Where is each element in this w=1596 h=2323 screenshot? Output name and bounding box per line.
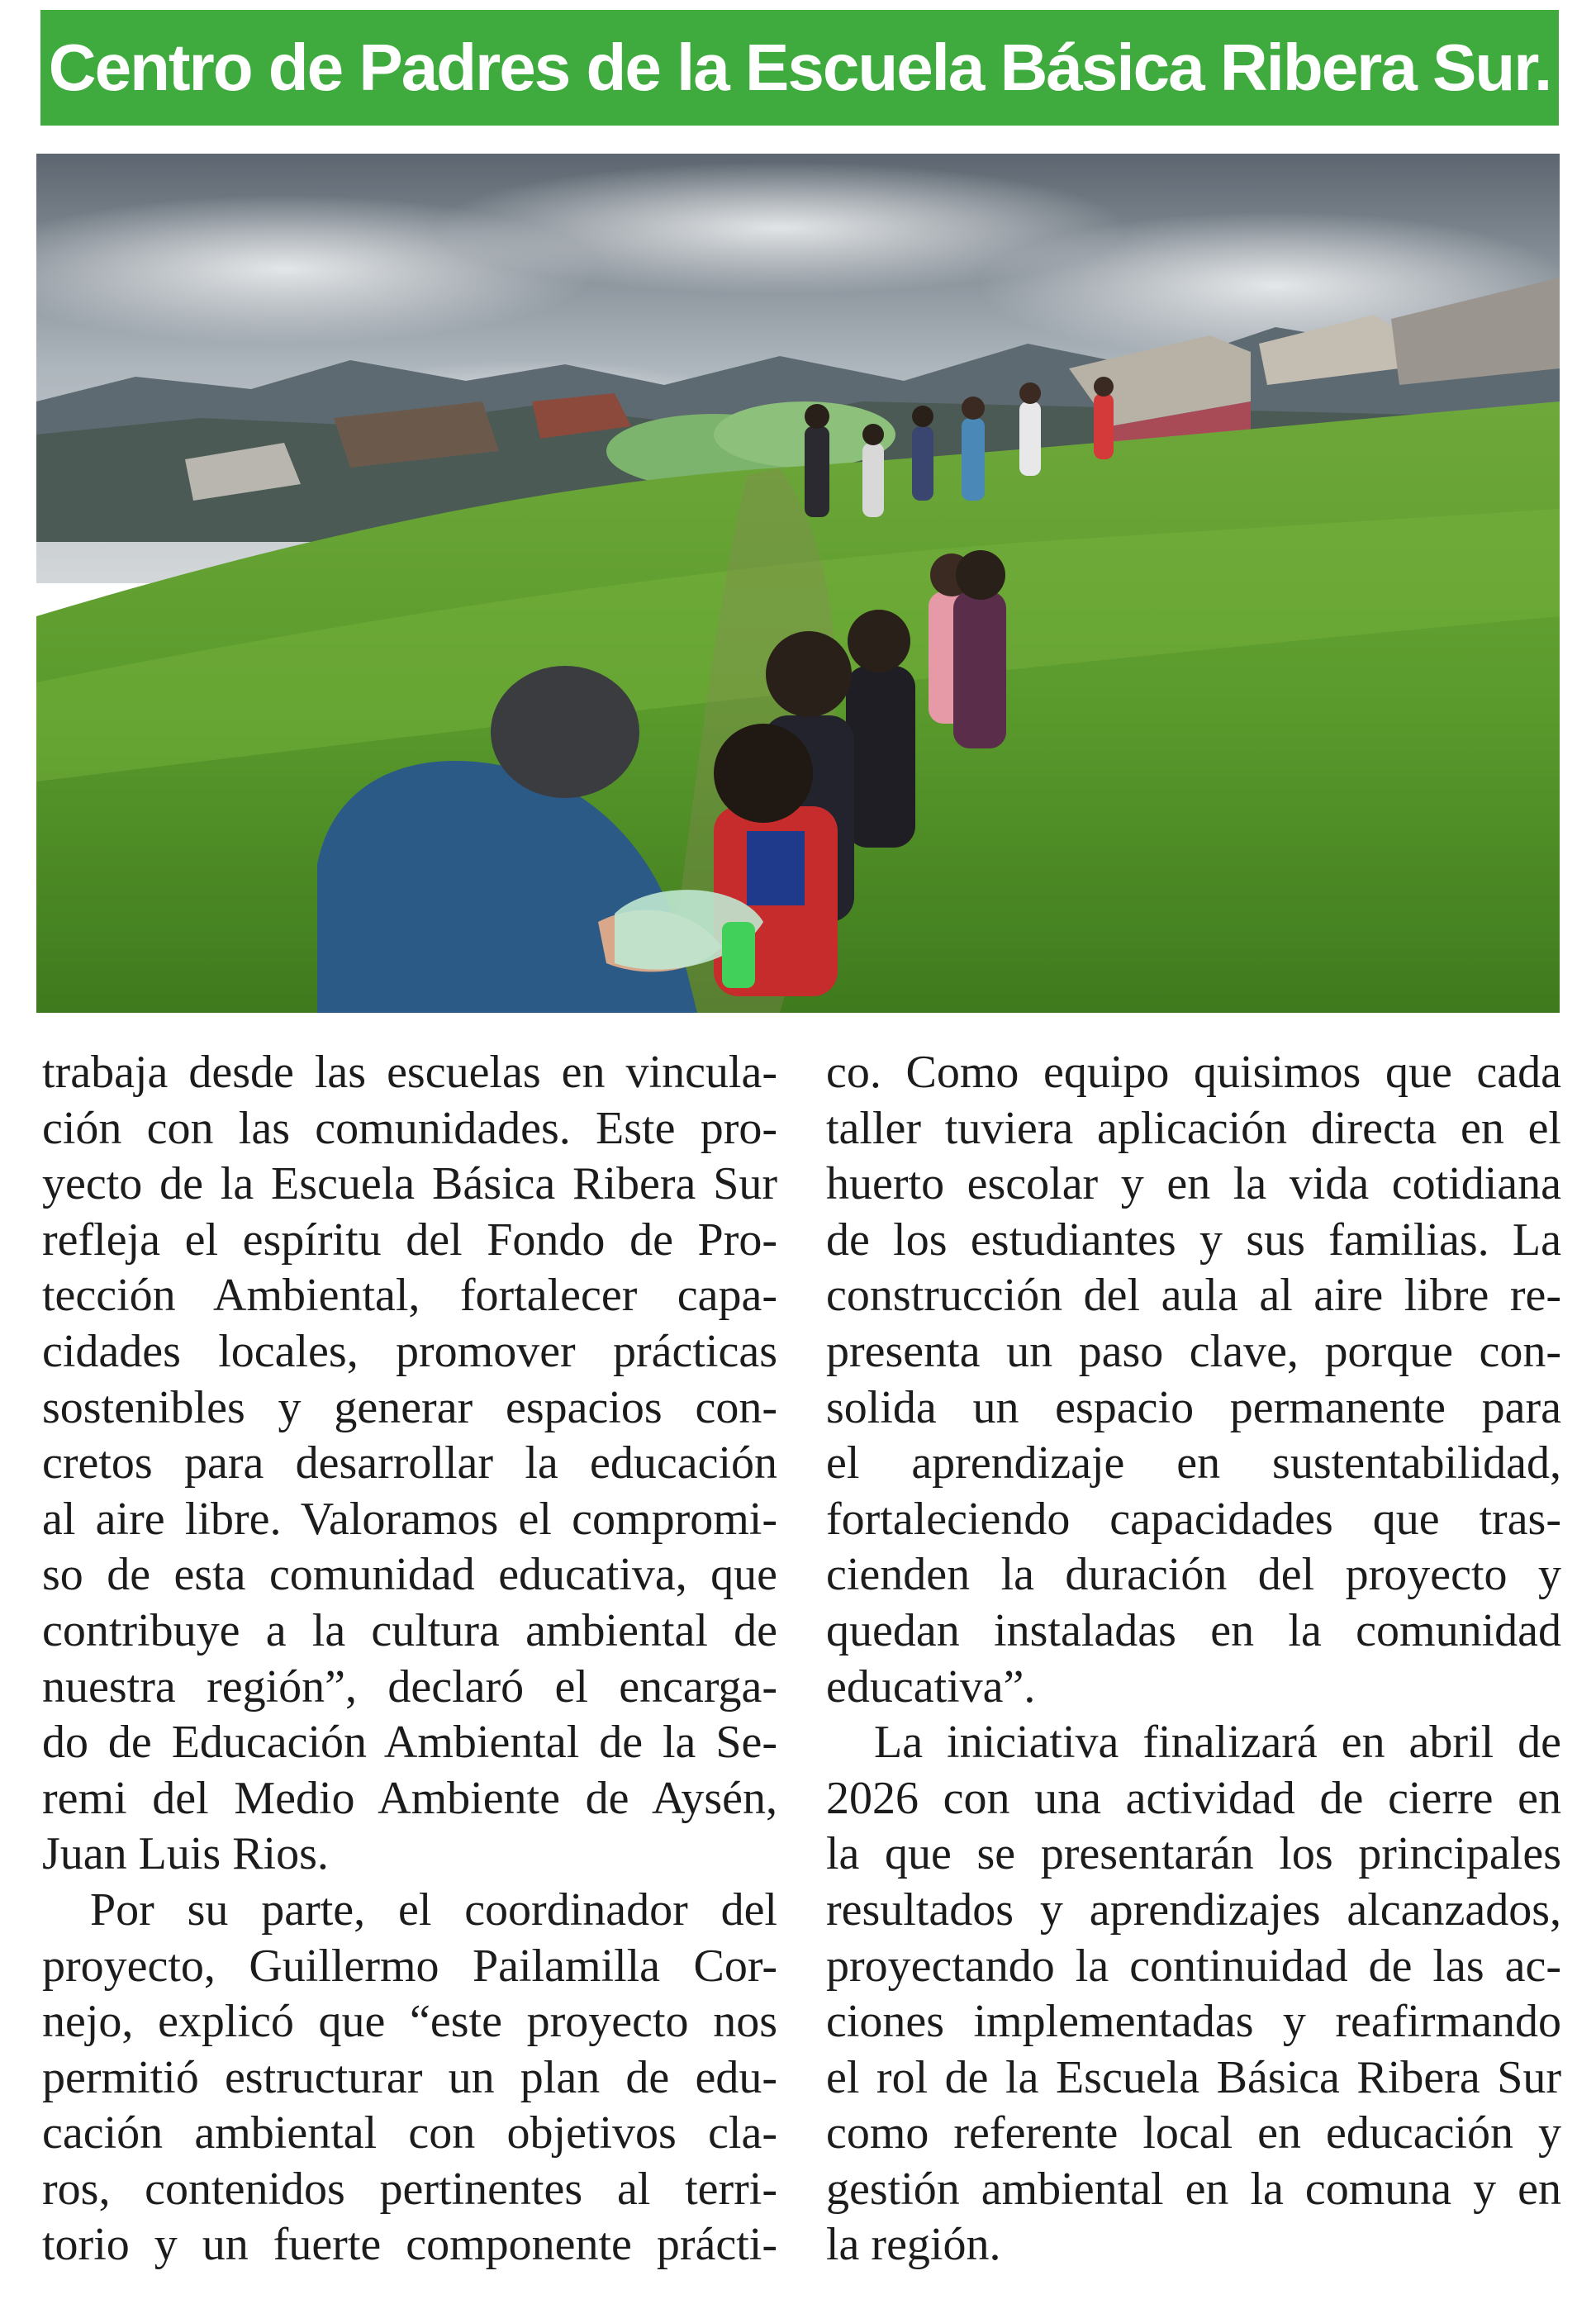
body-line: do de Educación Ambiental de la Se- xyxy=(42,1717,777,1769)
body-line: cienden la duración del proyecto y xyxy=(826,1549,1561,1601)
body-line: ciones implementadas y reafirmando xyxy=(826,1996,1561,2048)
body-line: el rol de la Escuela Básica Ribera Sur xyxy=(826,2051,1561,2103)
photo-outdoor-children-garden-icon xyxy=(36,154,1560,1013)
body-line: proyecto, Guillermo Pailamilla Cor- xyxy=(42,1940,777,1992)
body-line: el aprendizaje en sustentabilidad, xyxy=(826,1437,1561,1489)
body-line: permitió estructurar un plan de edu- xyxy=(42,2051,777,2103)
body-line: presenta un paso clave, porque con- xyxy=(826,1325,1561,1377)
body-line: quedan instaladas en la comunidad xyxy=(826,1604,1561,1656)
body-line: al aire libre. Valoramos el compromi- xyxy=(42,1493,777,1545)
body-line: educativa”. xyxy=(826,1660,1036,1713)
body-line: so de esta comunidad educativa, que xyxy=(42,1549,777,1601)
body-line: proyectando la continuidad de las ac- xyxy=(826,1940,1561,1992)
body-line: fortaleciendo capacidades que tras- xyxy=(826,1493,1561,1545)
body-line: co. Como equipo quisimos que cada xyxy=(826,1047,1561,1098)
body-line: nejo, explicó que “este proyecto nos xyxy=(42,1996,777,2048)
headline-banner xyxy=(40,10,1559,126)
body-line: gestión ambiental en la comuna y en xyxy=(826,2163,1561,2215)
body-line: cación ambiental con objetivos cla- xyxy=(42,2107,777,2159)
body-line: cretos para desarrollar la educación xyxy=(42,1437,777,1489)
body-line: huerto escolar y en la vida cotidiana xyxy=(826,1158,1561,1210)
left-column xyxy=(42,1045,777,2273)
body-line: Por su parte, el coordinador del xyxy=(90,1884,777,1936)
body-line: resultados y aprendizajes alcanzados, xyxy=(826,1884,1561,1936)
right-column xyxy=(826,1045,1561,2273)
article-photo xyxy=(36,154,1560,1013)
body-line: La iniciativa finalizará en abril de xyxy=(874,1717,1561,1769)
body-line: 2026 con una actividad de cierre en xyxy=(826,1772,1561,1824)
body-line: tección Ambiental, fortalecer capa- xyxy=(42,1270,777,1322)
body-line: ción con las comunidades. Este pro- xyxy=(42,1102,777,1154)
body-line: taller tuviera aplicación directa en el xyxy=(826,1102,1561,1154)
body-line: de los estudiantes y sus familias. La xyxy=(826,1214,1561,1266)
body-line: la que se presentarán los principales xyxy=(826,1828,1561,1880)
body-line: torio y un fuerte componente prácti- xyxy=(42,2219,777,2271)
body-line: yecto de la Escuela Básica Ribera Sur xyxy=(42,1158,777,1210)
body-line: remi del Medio Ambiente de Aysén, xyxy=(42,1772,777,1824)
body-line: refleja el espíritu del Fondo de Pro- xyxy=(42,1214,777,1266)
body-line: cidades locales, promover prácticas xyxy=(42,1325,777,1377)
body-line: solida un espacio permanente para xyxy=(826,1381,1561,1433)
body-line: contribuye a la cultura ambiental de xyxy=(42,1604,777,1656)
body-line: como referente local en educación y xyxy=(826,2107,1561,2159)
body-line: la región. xyxy=(826,2219,1001,2271)
body-line: nuestra región”, declaró el encarga- xyxy=(42,1660,777,1713)
body-line: sostenibles y generar espacios con- xyxy=(42,1381,777,1433)
headline: Centro de Padres de la Escuela Básica Ribera Sur. xyxy=(48,31,1551,104)
body-line: trabaja desde las escuelas en vincula- xyxy=(42,1047,777,1098)
body-line: ros, contenidos pertinentes al terri- xyxy=(42,2163,777,2215)
body-line: construcción del aula al aire libre re- xyxy=(826,1270,1561,1322)
body-line: Juan Luis Rios. xyxy=(42,1828,329,1880)
